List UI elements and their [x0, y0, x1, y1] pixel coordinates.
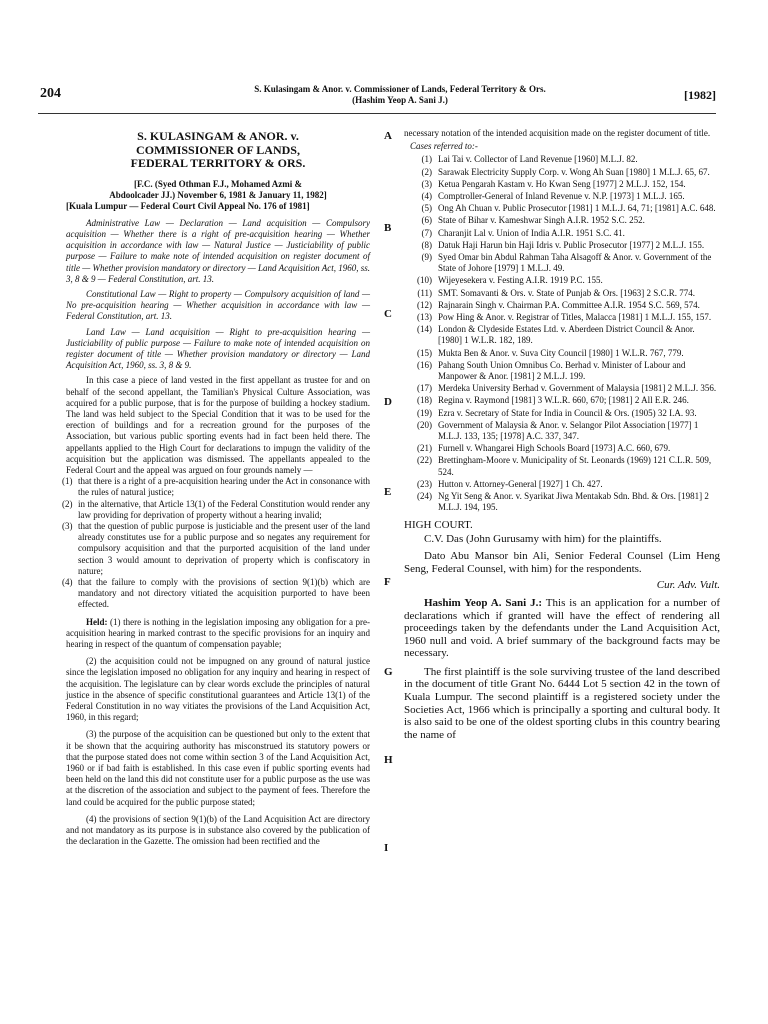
list-item	[404, 383, 720, 394]
case-citation: Wijeyesekera v. Festing A.I.R. 1919 P.C. 155.	[438, 275, 603, 286]
case-number: (5)	[421, 203, 432, 214]
list-item	[404, 479, 720, 490]
list-item	[404, 179, 720, 190]
case-number: (24)	[417, 491, 432, 502]
ground-text: that the question of public purpose is justiciable and the present user of the land already constitutes use for a public purpose and so negates any requirement for compulsory acquisition and that the purported acquisition of the land under section 3 would amount to deprivation of property which is confiscatory in nature;	[78, 520, 370, 576]
counsel-respondents: Dato Abu Mansor bin Ali, Senior Federal Counsel (Lim Heng Seng, Federal Counsel, with him) for the respondents.	[404, 549, 720, 575]
margin-letter-c: C	[384, 308, 392, 320]
right-column	[404, 128, 720, 747]
case-number: (20)	[417, 419, 432, 430]
list-item	[404, 288, 720, 299]
case-number: (9)	[421, 252, 432, 263]
case-citation: Rajnarain Singh v. Chairman P.A. Committee A.I.R. 1954 S.C. 569, 574.	[438, 299, 700, 310]
case-citation: Pow Hing & Anor. v. Registrar of Titles, Malacca [1981] 1 M.L.J. 155, 157.	[438, 312, 712, 323]
year: [1982]	[684, 88, 716, 102]
ground-number: (2)	[62, 498, 73, 509]
list-item	[404, 408, 720, 419]
list-item	[404, 240, 720, 251]
case-citation: Lai Tai v. Collector of Land Revenue [1960] M.L.J. 82.	[438, 154, 638, 165]
case-number: (21)	[417, 443, 432, 454]
coram	[66, 179, 370, 201]
margin-letter-a: A	[384, 130, 392, 142]
held-lead: Held:	[86, 616, 108, 627]
case-citation: Hutton v. Attorney-General [1927] 1 Ch. 427.	[438, 478, 603, 489]
judge-name: Hashim Yeop A. Sani J.:	[424, 596, 543, 609]
ground-number: (4)	[62, 577, 73, 587]
case-number: (23)	[417, 478, 432, 489]
running-title-line2: (Hashim Yeop A. Sani J.)	[352, 95, 448, 105]
coram-line2: Abdoolcader JJ.) November 6, 1981 & January 11, 1982]	[109, 189, 327, 200]
counsel-plaintiffs: C.V. Das (John Gurusamy with him) for the plaintiffs.	[424, 532, 662, 545]
held-continuation: necessary notation of the intended acquisition made on the register document of title.	[404, 128, 711, 138]
list-item	[404, 203, 720, 214]
list-item	[404, 228, 720, 239]
case-citation: Furnell v. Whangarei High Schools Board [1973] A.C. 660, 679.	[438, 443, 671, 454]
running-title-line1: S. Kulasingam & Anor. v. Commissioner of Lands, Federal Territory & Ors.	[254, 84, 546, 94]
catchwords-administrative: Administrative Law — Declaration — Land acquisition — Compulsory acquisition — Whether there is a right of pre-acquisition hearing — Whether acquisition in accordance with law — Natural Justice — Justiciability of public purpose — Failure to make note of intended acquisition on register document of title — Whether provision mandatory or directory — Land Acquisition Act, 1960, ss. 3, 8 & 9 — Federal Constitution, art. 13.	[66, 217, 370, 284]
ground-number: (1)	[62, 476, 73, 487]
case-number: (4)	[421, 191, 432, 202]
court-heading: HIGH COURT.	[404, 518, 473, 531]
held-text: (1) there is nothing in the legislation imposing any obligation for a pre-acquisition hearing in marked contrast to the specific provisions for an inquiry and hearing in respect of the quantum of compensation payable;	[66, 616, 370, 650]
judgment-text: This is an application for a number of declarations which if granted will have the effect of rendering all proceedings taken by the defendants under the Land Acquisition Act, 1960 null and void. A brief summary of the background facts may be necessary.	[404, 596, 720, 660]
case-citation: Ketua Pengarah Kastam v. Ho Kwan Seng [1977] 2 M.L.J. 152, 154.	[438, 178, 686, 189]
margin-letter-b: B	[384, 222, 392, 234]
case-title-line2: COMMISSIONER OF LANDS,	[136, 142, 300, 157]
list-item	[404, 491, 720, 513]
case-number: (2)	[421, 166, 432, 177]
case-number: (15)	[417, 347, 432, 358]
running-title	[200, 84, 600, 106]
case-number: (7)	[421, 227, 432, 238]
ground-text: that there is a right of a pre-acquisition hearing under the Act in consonance with the rules of natural justice;	[78, 476, 370, 498]
left-column	[62, 128, 370, 847]
held-paragraph-3: (3) the purpose of the acquisition can be questioned but only to the extent that it be shown that the acquiring authority has misconstrued its statutory powers or that the purpose stated does not come within section 3 of the Land Acquisition Act, 1960 or if bad faith is established. In this case even if public sporting events had been held on the land this did not constitute user for a public purpose as the use was at the discretion of the association and subject to the payment of fees. Therefore the land could be acquired for the public purpose stated;	[66, 729, 370, 807]
case-title-line1: S. KULASINGAM & ANOR. v.	[137, 129, 299, 143]
margin-letter-d: D	[384, 396, 392, 408]
list-item	[404, 167, 720, 178]
case-citation: Comptroller-General of Inland Revenue v. N.P. [1973] 1 M.L.J. 165.	[438, 191, 685, 202]
case-number: (6)	[421, 215, 432, 226]
case-number: (10)	[417, 275, 432, 286]
list-item	[404, 348, 720, 359]
margin-letter-f: F	[384, 576, 391, 588]
margin-letter-e: E	[384, 486, 392, 498]
case-citation: Syed Omar bin Abdul Rahman Taha Alsagoff & Anor. v. Government of the State of Johore [1979] 1 M.L.J. 49.	[438, 252, 712, 274]
cur-adv-vult: Cur. Adv. Vult.	[656, 578, 720, 591]
case-title-line3: FEDERAL TERRITORY & ORS.	[130, 156, 306, 170]
list-item	[62, 577, 370, 611]
margin-letter-h: H	[384, 754, 393, 766]
case-number: (11)	[417, 287, 432, 298]
list-item	[404, 312, 720, 323]
case-number: (13)	[417, 312, 432, 323]
case-number: (22)	[417, 455, 432, 466]
case-citation: Brettingham-Moore v. Municipality of St. Leonards (1969) 121 C.L.R. 509, 524.	[438, 455, 712, 477]
list-item	[404, 300, 720, 311]
catchwords-land: Land Law — Land acquisition — Right to pre-acquisition hearing — Justiciability of public purpose — Failure to make note of intended acquisition on register document of title — Whether provision mandatory or directory — Land Acquisition Act, 1960, ss. 3, 8 & 9.	[66, 326, 370, 371]
list-item	[404, 324, 720, 346]
case-citation: Sarawak Electricity Supply Corp. v. Wong Ah Suan [1980] 1 M.L.J. 65, 67.	[438, 166, 710, 177]
header-rule	[38, 113, 716, 114]
list-item	[404, 443, 720, 454]
held-paragraph-4: (4) the provisions of section 9(1)(b) of the Land Acquisition Act are directory and not mandatory as its purpose is in substance also covered by the publication of the declaration in the Gazette. The omission had been rectified and the	[66, 813, 370, 847]
judgment-paragraph-1	[404, 597, 720, 660]
list-item	[404, 215, 720, 226]
catchwords-constitutional: Constitutional Law — Right to property — Compulsory acquisition of land — No pre-acquisition hearing — Whether acquisition in accordance with law — Federal Constitution, art. 13.	[66, 288, 370, 322]
list-item	[404, 275, 720, 286]
cases-heading: Cases referred to:-	[410, 141, 478, 152]
list-item	[404, 420, 720, 442]
case-citation: SMT. Somavanti & Ors. v. State of Punjab & Ors. [1963] 2 S.C.R. 774.	[438, 287, 695, 298]
ground-number: (3)	[62, 520, 73, 531]
coram-line1: [F.C. (Syed Othman F.J., Mohamed Azmi &	[133, 178, 303, 189]
case-number: (14)	[417, 324, 432, 335]
margin-letter-i: I	[384, 842, 389, 854]
case-citation: Ng Yit Seng & Anor. v. Syarikat Jiwa Mentakab Sdn. Bhd. & Ors. [1981] 2 M.L.J. 194, 195.	[438, 491, 709, 513]
case-number: (12)	[417, 299, 432, 310]
case-citation: State of Bihar v. Kameshwar Singh A.I.R. 1952 S.C. 252.	[438, 215, 645, 226]
list-item	[404, 395, 720, 406]
list-item	[404, 360, 720, 382]
citation: [Kuala Lumpur — Federal Court Civil Appeal No. 176 of 1981]	[66, 200, 310, 211]
case-citation: Datuk Haji Harun bin Haji Idris v. Public Prosecutor [1977] 2 M.L.J. 155.	[438, 239, 705, 250]
case-citation: Ong Ah Chuan v. Public Prosecutor [1981] 1 M.L.J. 64, 71; [1981] A.C. 648.	[438, 203, 716, 214]
grounds-list	[62, 476, 370, 610]
list-item	[404, 191, 720, 202]
case-citation: Ezra v. Secretary of State for India in Council & Ors. (1905) 32 I.A. 93.	[438, 407, 697, 418]
list-item	[404, 252, 720, 274]
facts-paragraph: In this case a piece of land vested in the first appellant as trustee for and on behalf of the second appellant, the Tamilian's Physical Culture Association, was acquired for a public purpose, that is for the purpose of building a hockey stadium. The land was held subject to the Special Condition that it was to be used for the erection of buildings and for a recreation ground for the purposes of the Association, but various public sporting events had in fact been held there. The appellants applied to the High Court for declarations to impugn the validity of the acquisition but the application was dismissed. The appellants appealed to the Federal Court and the appeal was argued on four grounds namely —	[66, 375, 370, 475]
case-title	[66, 130, 370, 171]
list-item	[404, 455, 720, 477]
page-number: 204	[40, 86, 61, 101]
list-item	[62, 476, 370, 498]
case-number: (18)	[417, 395, 432, 406]
case-number: (3)	[421, 178, 432, 189]
case-number: (19)	[417, 407, 432, 418]
held-paragraph-1	[66, 617, 370, 651]
list-item	[62, 498, 370, 521]
margin-letter-g: G	[384, 666, 393, 678]
list-item	[404, 154, 720, 165]
ground-text: in the alternative, that Article 13(1) of the Federal Constitution would render any law providing for deprivation of property without a hearing invalid;	[78, 498, 370, 520]
case-number: (8)	[421, 239, 432, 250]
case-citation: Government of Malaysia & Anor. v. Selangor Pilot Association [1977] 1 M.L.J. 133, 135; [1978] A.C. 337, 347.	[438, 419, 699, 442]
case-citation: Merdeka University Berhad v. Government of Malaysia [1981] 2 M.L.J. 356.	[438, 383, 717, 394]
cases-list	[404, 154, 720, 513]
case-citation: Regina v. Raymond [1981] 3 W.L.R. 660, 670; [1981] 2 All E.R. 246.	[438, 395, 689, 406]
case-citation: Pahang South Union Omnibus Co. Berhad v. Minister of Labour and Manpower & Anor. [1981] 2 M.L.J. 199.	[438, 359, 686, 382]
case-number: (17)	[417, 383, 432, 394]
case-citation: London & Clydeside Estates Ltd. v. Aberdeen District Council & Anor. [1980] 1 W.L.R. 182, 189.	[438, 324, 695, 346]
case-number: (16)	[417, 359, 432, 370]
case-citation: Charanjit Lal v. Union of India A.I.R. 1951 S.C. 41.	[438, 227, 625, 238]
judgment-paragraph-2: The first plaintiff is the sole surviving trustee of the land described in the document of title Grant No. 6444 Lot 5 section 42 in the town of Kuala Lumpur. The second plaintiff is a registered society under the Societies Act, 1966 which is principally a sporting and cultural body. It is also said to be one of the oldest sporting clubs in this country bearing the name of	[404, 665, 720, 741]
case-citation: Mukta Ben & Anor. v. Suva City Council [1980] 1 W.L.R. 767, 779.	[438, 347, 684, 358]
held-paragraph-2: (2) the acquisition could not be impugned on any ground of natural justice since the legislation imposed no obligation for any inquiry and hearing in respect of the acquisition. The legislature can by clear words exclude the principles of natural justice in the absence of specific constitutional guarantees and Article 13(1) of the Federal Constitution in no way vitiates the provisions of the Land Acquisition Act, 1960, in this regard;	[66, 656, 370, 723]
list-item	[62, 520, 370, 577]
case-number: (1)	[421, 154, 432, 165]
ground-text: that the failure to comply with the provisions of section 9(1)(b) which are mandatory and not directory vitiated the acquisition purported to have been effected.	[78, 577, 370, 610]
